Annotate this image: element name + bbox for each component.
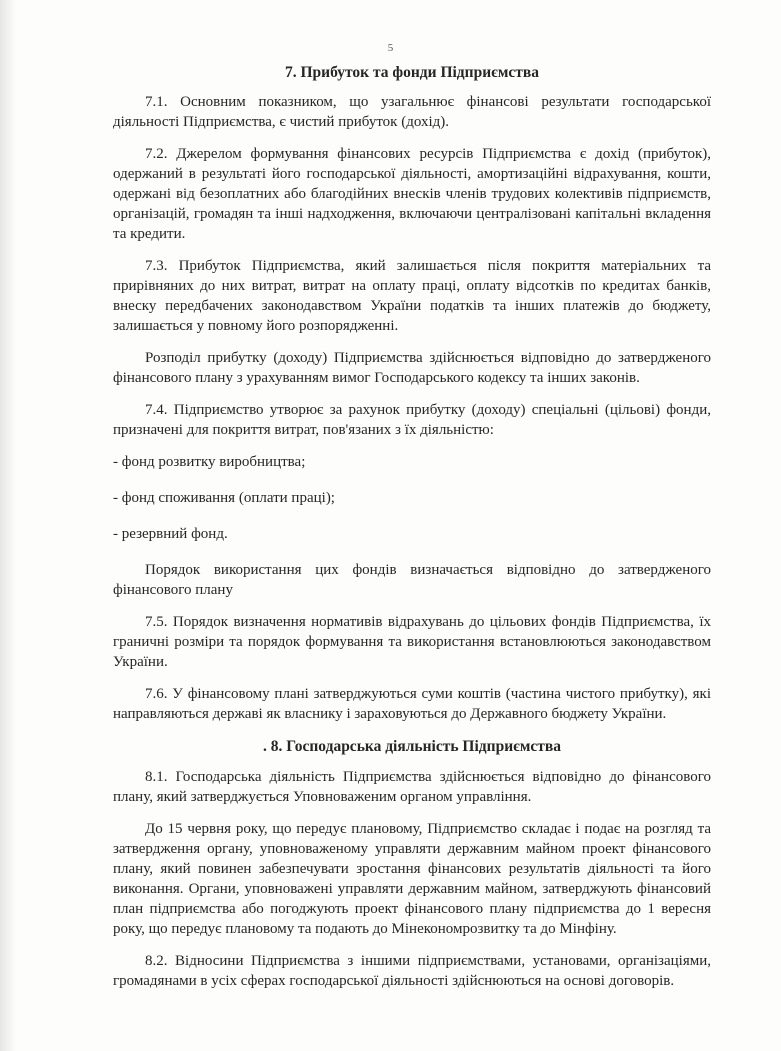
funds-list (113, 452, 711, 544)
paragraph-profit-distribution: Розподіл прибутку (доходу) Підприємства здійснюється відповідно до затвердженого фінансового плану з урахуванням вимог Господарського кодексу та інших законів. (113, 350, 711, 386)
list-item: - фонд споживання (оплати праці); (113, 490, 335, 506)
paragraph-funds-usage: Порядок використання цих фондів визначається відповідно до затвердженого фінансового плану (113, 562, 711, 598)
paragraph-7-2: 7.2. Джерелом формування фінансових ресурсів Підприємства є дохід (прибуток), одержаний в результаті його господарської діяльності, амортизаційні відрахування, кошти, одержані від безоплатних або благодійних внесків членів трудових колективів підприємств, організацій, громадян та інші надходження, включаючи централізовані капітальні вкладення та кредити. (113, 146, 711, 242)
paragraph-7-3: 7.3. Прибуток Підприємства, який залишається після покриття матеріальних та прирівняних до них витрат, витрат на оплату праці, оплату відсотків по кредитах банків, внеску передбачених законодавством України податків та інших платежів до бюджету, залишається у повному його розпорядженні. (113, 258, 711, 334)
paragraph-8-1: 8.1. Господарська діяльність Підприємства здійснюється відповідно до фінансового плану, який затверджується Уповноваженим органом управління. (113, 769, 711, 805)
scan-edge (0, 0, 16, 1051)
paragraph-7-5: 7.5. Порядок визначення нормативів відрахувань до цільових фондів Підприємства, їх граничні розміри та порядок формування та використання встановлюються законодавством України. (113, 614, 711, 670)
section-7-title: 7. Прибуток та фонди Підприємства (284, 64, 540, 81)
paragraph-financial-plan: До 15 червня року, що передує плановому, Підприємство складає і подає на розгляд та затвердження органу, уповноваженому управляти державним майном проект фінансового плану, який повинен забезпечувати зростання фінансових результатів діяльності та його виконання. Органи, уповноважені управляти державним майном, затверджують фінансовий план підприємства або погоджують проект фінансового плану підприємства до 1 вересня року, що передує плановому та подають до Мінекономрозвитку та до Мінфіну. (113, 821, 711, 937)
paragraph-7-6: 7.6. У фінансовому плані затверджуються суми коштів (частина чистого прибутку), які направляються державі як власнику і зараховуються до Державного бюджету України. (113, 686, 711, 722)
list-item: - резервний фонд. (113, 526, 228, 542)
document-body (113, 60, 711, 1003)
paragraph-8-2: 8.2. Відносини Підприємства з іншими підприємствами, установами, організаціями, громадянами в усіх сферах господарської діяльності здійснюються на основі договорів. (113, 953, 711, 989)
section-8-title: . 8. Господарська діяльність Підприємства (262, 738, 561, 755)
page-number: 5 (387, 42, 394, 54)
paragraph-7-1: 7.1. Основним показником, що узагальнює фінансові результати господарської діяльності Підприємства, є чистий прибуток (дохід). (113, 94, 711, 130)
list-item: - фонд розвитку виробництва; (113, 454, 306, 470)
paragraph-7-4: 7.4. Підприємство утворює за рахунок прибутку (доходу) спеціальні (цільові) фонди, призначені для покриття витрат, пов'язаних з їх діяльністю: (113, 402, 711, 438)
